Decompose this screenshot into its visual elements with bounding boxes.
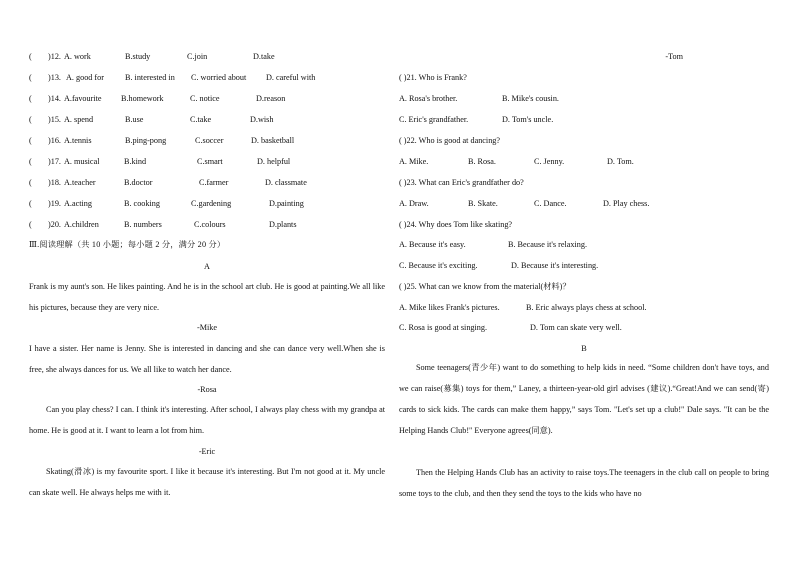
signature-rosa: -Rosa [197,385,217,394]
option-a: A. Mike likes Frank's pictures. [399,303,500,312]
option-a: A.acting [64,199,92,208]
passage-a-para-4 [29,461,385,503]
option-d: D.painting [269,199,304,208]
option-a: A. Rosa's brother. [399,94,458,103]
option-a: A. musical [64,157,100,166]
passage-a-label: A [204,262,210,271]
answer-paren: ( [29,115,32,124]
question-24: ( )24. Why does Tom like skating? [399,220,513,229]
answer-paren: ( [29,199,32,208]
option-b: B.use [125,115,144,124]
option-d: D.plants [269,220,297,229]
paragraph-text: Frank is my aunt's son. He likes painting. And he is in the school art club. He is good at painting.We all like his pictures, because they are very nice. [29,282,385,312]
option-c: C.take [190,115,212,124]
passage-a-para-1 [29,276,385,318]
option-a: A.tennis [64,136,92,145]
option-c: C. Eric's grandfather. [399,115,469,124]
answer-paren: ( [29,94,32,103]
signature-eric: -Eric [198,447,216,456]
passage-b-label: B [581,344,587,353]
option-b: B. Because it's relaxing. [508,240,588,249]
question-number: )16. [48,136,61,145]
passage-a-para-3 [29,399,385,441]
paragraph-text: Some teenagers(青少年) want to do something to help kids in need. “Some children don't have toys, and we can raise(募集) toys for them,” Laney, a thirteen-year-old girl advises (建议).“Great!And we can send(寄) cards to sick kids. The cards can make them happy,” says Tom. "Let's set up a club!" Dale says. "It can be the Helping Hands Club!" Everyone agrees(同意). [399,363,769,435]
answer-paren: ( [29,157,32,166]
paragraph-text: Skating(滑冰) is my favourite sport. I like it because it's interesting. But I'm not good at it. My uncle can skate well. He always helps me with it. [29,467,385,497]
option-c: C. Rosa is good at singing. [399,323,488,332]
option-b: B.doctor [124,178,153,187]
signature-mike: -Mike [196,323,217,332]
question-number: )14. [48,94,61,103]
option-d: D. Tom's uncle. [502,115,554,124]
option-d: D. careful with [266,73,316,82]
passage-b-para-2 [399,462,769,504]
option-d: D. helpful [257,157,291,166]
option-c: C.colours [194,220,226,229]
option-d: D.take [253,52,275,61]
answer-paren: ( [29,136,32,145]
question-number: )20. [48,220,61,229]
option-a: A. Mike. [399,157,429,166]
option-d: D. Tom can skate very well. [530,323,622,332]
answer-paren: ( [29,52,32,61]
option-a: A. spend [64,115,94,124]
option-a: A.teacher [64,178,96,187]
option-a: A. Draw. [399,199,429,208]
option-a: A.favourite [64,94,102,103]
option-b: B. Eric always plays chess at school. [526,303,647,312]
question-number: )12. [48,52,61,61]
option-d: D.reason [256,94,286,103]
option-b: B.homework [121,94,164,103]
option-a: A. work [64,52,91,61]
question-number: )17. [48,157,61,166]
option-d: D. basketball [251,136,295,145]
answer-paren: ( [29,178,32,187]
option-c: C. Dance. [534,199,567,208]
option-b: B. Mike's cousin. [502,94,559,103]
paragraph-text: I have a sister. Her name is Jenny. She is interested in dancing and she can dance very well.When she is free, she always dances for us. We all like to watch her dance. [29,344,385,374]
option-a: A. Because it's easy. [399,240,466,249]
signature-tom: -Tom [665,52,683,61]
answer-paren: ( [29,73,32,82]
option-c: C. notice [190,94,220,103]
option-a: A.children [64,220,99,229]
section-title: Ⅲ.阅读理解（共 10 小题；每小题 2 分，满分 20 分） [29,240,226,249]
paragraph-text: Then the Helping Hands Club has an activity to raise toys.The teenagers in the club call on people to bring some toys to the club, and then they send the toys to the kids who have no [399,468,769,498]
question-number: )13. [48,73,61,82]
option-b: B.kind [124,157,147,166]
option-d: D. Because it's interesting. [511,261,599,270]
option-a: A. good for [66,73,104,82]
option-b: B.ping-pong [125,136,167,145]
question-number: )19. [48,199,61,208]
question-23: ( )23. What can Eric's grandfather do? [399,178,524,187]
option-d: D.wish [250,115,274,124]
question-22: ( )22. Who is good at dancing? [399,136,501,145]
option-d: D. Tom. [607,157,634,166]
option-c: C.soccer [195,136,224,145]
passage-b-para-1 [399,357,769,441]
option-c: C. worried about [191,73,247,82]
question-25: ( )25. What can we know from the material(材料)？ [399,282,571,291]
option-c: C.farmer [199,178,229,187]
option-b: B. interested in [125,73,175,82]
answer-paren: ( [29,220,32,229]
option-c: C. Jenny. [534,157,565,166]
option-c: C.join [187,52,208,61]
option-b: B. Rosa. [468,157,496,166]
option-c: C.smart [197,157,223,166]
option-c: C.gardening [191,199,232,208]
question-number: )18. [48,178,61,187]
option-b: B.study [125,52,151,61]
option-b: B. Skate. [468,199,498,208]
option-d: D. Play chess. [603,199,650,208]
question-number: )15. [48,115,61,124]
question-21: ( )21. Who is Frank? [399,73,467,82]
option-b: B. cooking [124,199,160,208]
paragraph-text: Can you play chess? I can. I think it's interesting. After school, I always play chess with my grandpa at home. He is good at it. I want to learn a lot from him. [29,405,385,435]
option-b: B. numbers [124,220,162,229]
option-d: D. classmate [265,178,307,187]
passage-a-para-2 [29,338,385,380]
option-c: C. Because it's exciting. [399,261,478,270]
